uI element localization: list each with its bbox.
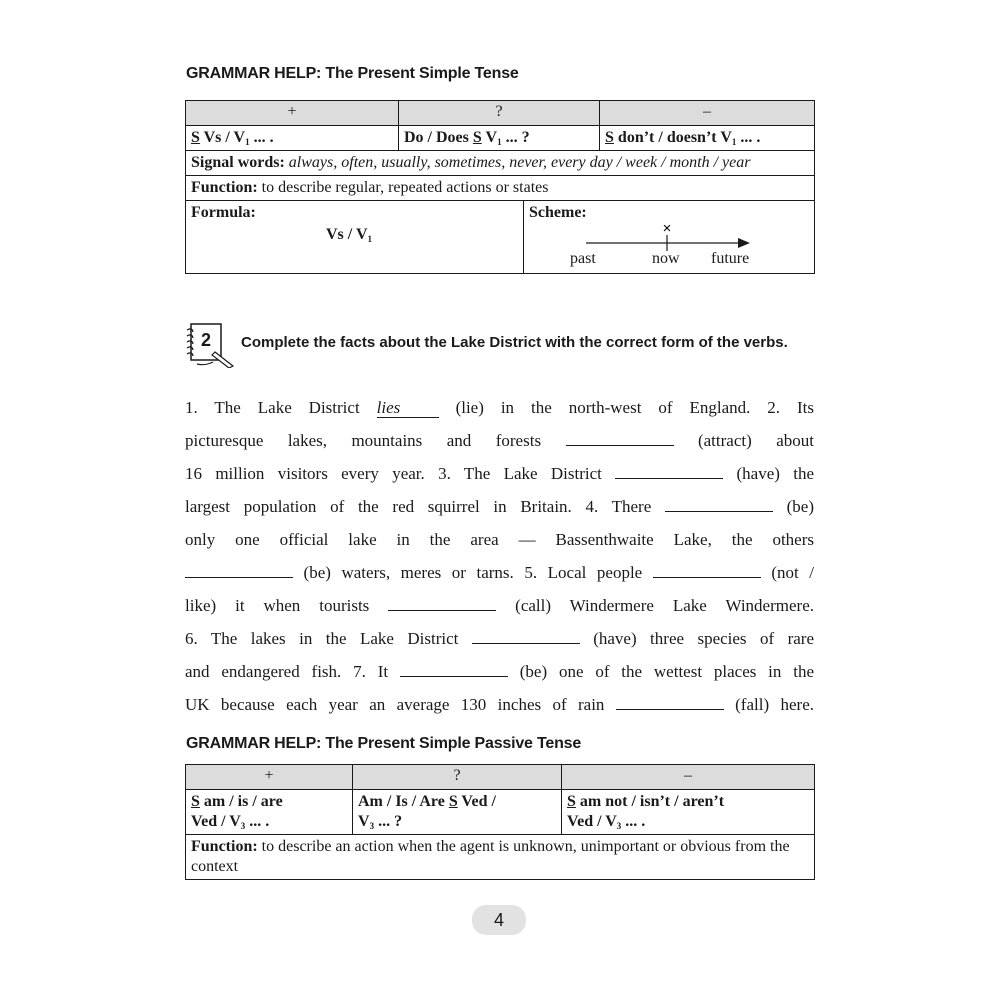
exercise-text-segment: (attract) about [673,431,814,450]
exercise-text-segment: (have) three species of rare [579,629,814,648]
exercise-line [185,523,814,556]
passive-header-negative: – [562,765,815,790]
exercise-text-segment: and endangered fish. 7. It [185,662,400,681]
task-number: 2 [200,330,212,350]
exercise-text-segment: (be) [772,497,814,516]
exercise-text-segment: 6. The lakes in the Lake District [185,629,472,648]
passive-question-form: Am / Is / Are S Ved / $V_3$ ... ? [353,790,562,835]
scheme-past-label: past [570,250,596,267]
task-2 [185,322,814,372]
scheme-now-label: now [652,250,680,267]
answer-example: lies [377,399,439,418]
answer-blank[interactable] [665,493,773,512]
exercise-line [185,589,814,622]
answer-blank[interactable] [388,592,496,611]
scheme-cell [524,201,815,274]
formula-label: Formula: [191,204,256,221]
exercise-line [185,424,814,457]
passive-function-row: Function: to describe an action when the agent is unknown, unimportant or obvious from the context [186,835,815,880]
passive-header-question: ? [353,765,562,790]
answer-blank[interactable] [566,427,674,446]
now-marker: × [662,220,672,237]
answer-blank[interactable] [400,658,508,677]
exercise-text-segment: largest population of the red squirrel in Britain. 4. There [185,497,665,516]
affirmative-form: S Vs / $V_1$ ... . [186,126,399,151]
exercise-text-segment: 1. The Lake District [185,398,377,417]
answer-blank[interactable] [616,691,724,710]
exercise-line [185,622,814,655]
present-simple-heading: GRAMMAR HELP: The Present Simple Tense [186,65,519,82]
passive-affirmative-form: S am / is / are Ved / $V_3$ ... . [186,790,353,835]
header-question: ? [399,101,600,126]
formula-value: Vs / $V_1$ [326,226,372,244]
exercise-text-segment: (not / [760,563,814,582]
exercise-text-segment: like) it when tourists [185,596,389,615]
exercise-text-segment: (be) waters, meres or tarns. 5. Local people [293,563,653,582]
exercise-text-segment: (have) the [723,464,814,483]
exercise-text-segment: UK because each year an average 130 inches of rain [185,695,616,714]
present-simple-table [185,100,815,274]
exercise-text [185,391,814,721]
exercise-line [185,391,814,424]
exercise-line [185,490,814,523]
present-simple-passive-heading: GRAMMAR HELP: The Present Simple Passive Tense [186,735,582,752]
negative-form: S don’t / doesn’t $V_1$ ... . [600,126,815,151]
question-form: Do / Does S $V_1$ ... ? [399,126,600,151]
passive-negative-form: S am not / isn’t / aren’t Ved / $V_3$ ... . [562,790,815,835]
present-simple-passive-table [185,764,815,880]
function-row: Function: to describe regular, repeated actions or states [186,176,815,201]
header-affirmative: + [186,101,399,126]
answer-blank[interactable] [472,625,580,644]
answer-blank[interactable] [185,559,293,578]
exercise-line [185,655,814,688]
answer-blank[interactable] [615,460,723,479]
exercise-text-segment: 16 million visitors every year. 3. The Lake District [185,464,616,483]
exercise-line [185,457,814,490]
header-negative: – [600,101,815,126]
formula-cell [186,201,524,274]
answer-blank[interactable] [653,559,761,578]
page-number: 4 [472,905,526,935]
signal-words-row: Signal words: always, often, usually, sometimes, never, every day / week / month / year [186,151,815,176]
exercise-text-segment: only one official lake in the area — Bassenthwaite Lake, the others [185,530,814,549]
exercise-text-segment: (lie) in the north-west of England. 2. Its [438,398,815,417]
exercise-text-segment: (be) one of the wettest places in the [507,662,814,681]
exercise-text-segment: (fall) here. [723,695,814,714]
passive-header-affirmative: + [186,765,353,790]
scheme-label: Scheme: [529,204,587,221]
scheme-future-label: future [711,250,750,267]
task-instruction: Complete the facts about the Lake District with the correct form of the verbs. [241,334,788,351]
exercise-line [185,688,814,721]
notebook-pencil-icon [185,322,237,368]
timeline-arrowhead [738,238,750,248]
exercise-text-segment: picturesque lakes, mountains and forests [185,431,566,450]
exercise-text-segment: (call) Windermere Lake Windermere. [496,596,814,615]
exercise-line [185,556,814,589]
